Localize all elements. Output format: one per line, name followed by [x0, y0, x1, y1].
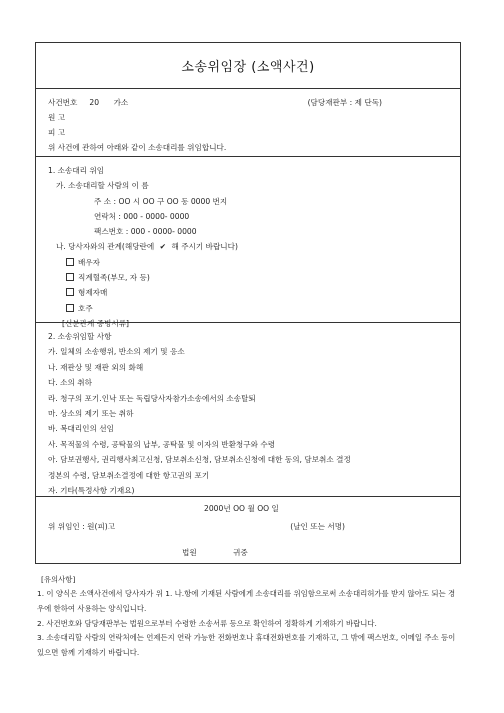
title-box: [36, 43, 460, 89]
form-frame: [35, 42, 461, 564]
option-family-head[interactable]: 호주: [48, 301, 450, 316]
signature-date: 2000년 OO 월 OO 일: [204, 504, 279, 513]
notes-heading: [유의사항]: [41, 575, 76, 584]
delegation-statement: 위 사건에 관하여 아래와 같이 소송대리를 위임합니다.: [48, 143, 227, 152]
case-number-row: [48, 95, 450, 110]
court-label: 법원: [182, 548, 197, 557]
signature-block: [36, 497, 460, 563]
scope-item: 다. 소의 취하: [48, 378, 92, 388]
scope-item: 가. 일체의 소송행위, 반소의 제기 및 응소: [48, 347, 185, 357]
representative-name-label: 가. 소송대리할 사람의 이 름: [56, 181, 149, 191]
section1-heading: 1. 소송대리 위임: [48, 166, 105, 175]
note-item: 1. 이 양식은 소액사건에서 당사자가 위 1. 나.항에 기재된 사람에게 소송대리를 위임함으로써 소송대리허가를 받지 않아도 되는 경우에 한하여 사용하는 양식입니다.: [37, 589, 456, 613]
addressee-label: 귀중: [233, 548, 248, 557]
checkbox-icon[interactable]: [66, 288, 74, 296]
seal-or-sign: (날인 또는 서명): [290, 522, 345, 531]
scope-item: 마. 상소의 제기 또는 취하: [48, 408, 134, 418]
case-year: 20: [89, 98, 100, 107]
scope-item: 바. 복대리인의 선임: [48, 424, 114, 434]
representative-fax: 팩스번호 : 000 - 0000- 0000: [94, 227, 197, 237]
checkbox-icon[interactable]: [66, 304, 74, 312]
scope-item: 라. 청구의 포기․인낙 또는 독립당사자참가소송에서의 소송탈퇴: [48, 393, 256, 403]
notes-section: [35, 573, 461, 661]
option-spouse[interactable]: 배우자: [48, 255, 450, 270]
scope-item: 아. 담보권행사, 권리행사최고신청, 담보취소신청, 담보취소신청에 대한 동의, 담보취소 결정: [48, 455, 351, 465]
case-number-label: 사건번호: [48, 98, 78, 107]
scope-item-continued: 정본의 수령, 담보취소결정에 대한 항고권의 포기: [48, 470, 210, 480]
section-scope: [36, 323, 460, 497]
appointer-label: 위 위임인 : 원(피)고: [48, 522, 116, 531]
option-lineal-relative[interactable]: 직계혈족(부모, 자 등): [48, 270, 450, 285]
court-addressee: [182, 547, 248, 558]
relationship-instruction: 나. 당사자와의 관계(해당란에 ✔ 해 주시기 바랍니다): [56, 242, 238, 252]
document-title: 소송위임장 (소액사건): [181, 60, 315, 75]
note-item: 2. 사건번호와 담당재판부는 법원으로부터 수령한 소송서류 등으로 확인하여 정확하게 기재하기 바랍니다.: [37, 618, 377, 628]
scope-item: 사. 목적물의 수령, 공탁물의 납부, 공탁물 및 이자의 반환청구와 수령: [48, 439, 276, 449]
appointer-row: [48, 521, 450, 532]
scope-item: 나. 재판상 및 재판 외의 화해: [48, 362, 144, 372]
checkbox-icon[interactable]: [66, 258, 74, 266]
representative-phone: 연락처 : 000 - 0000- 0000: [94, 211, 190, 221]
section2-heading: 2. 소송위임할 사항: [48, 332, 112, 341]
section-delegation: [36, 157, 460, 328]
proof-documents: [신분관계 증빙서류]: [62, 318, 130, 328]
case-info: [36, 89, 460, 157]
option-sibling[interactable]: 형제자매: [48, 285, 450, 300]
scope-item: 자. 기타(특정사항 기재요): [48, 485, 135, 495]
checkmark-icon: ✔: [159, 242, 167, 252]
case-type: 가소: [113, 98, 129, 107]
defendant-label: 피 고: [48, 128, 66, 137]
checkbox-icon[interactable]: [66, 273, 74, 281]
judge-division: (담당재판부 : 제 단독): [307, 98, 382, 107]
case-number: [48, 95, 128, 110]
representative-address: 주 소 : OO 시 OO 구 OO 동 0000 번지: [94, 196, 228, 206]
note-item: 3. 소송대리할 사람의 연락처에는 언제든지 연락 가능한 전화번호나 휴대전화번호를 기재하고, 그 밖에 팩스번호, 이메일 주소 등이 있으면 함께 기재하기 바랍니다.: [37, 633, 456, 658]
plaintiff-label: 원 고: [48, 113, 66, 122]
